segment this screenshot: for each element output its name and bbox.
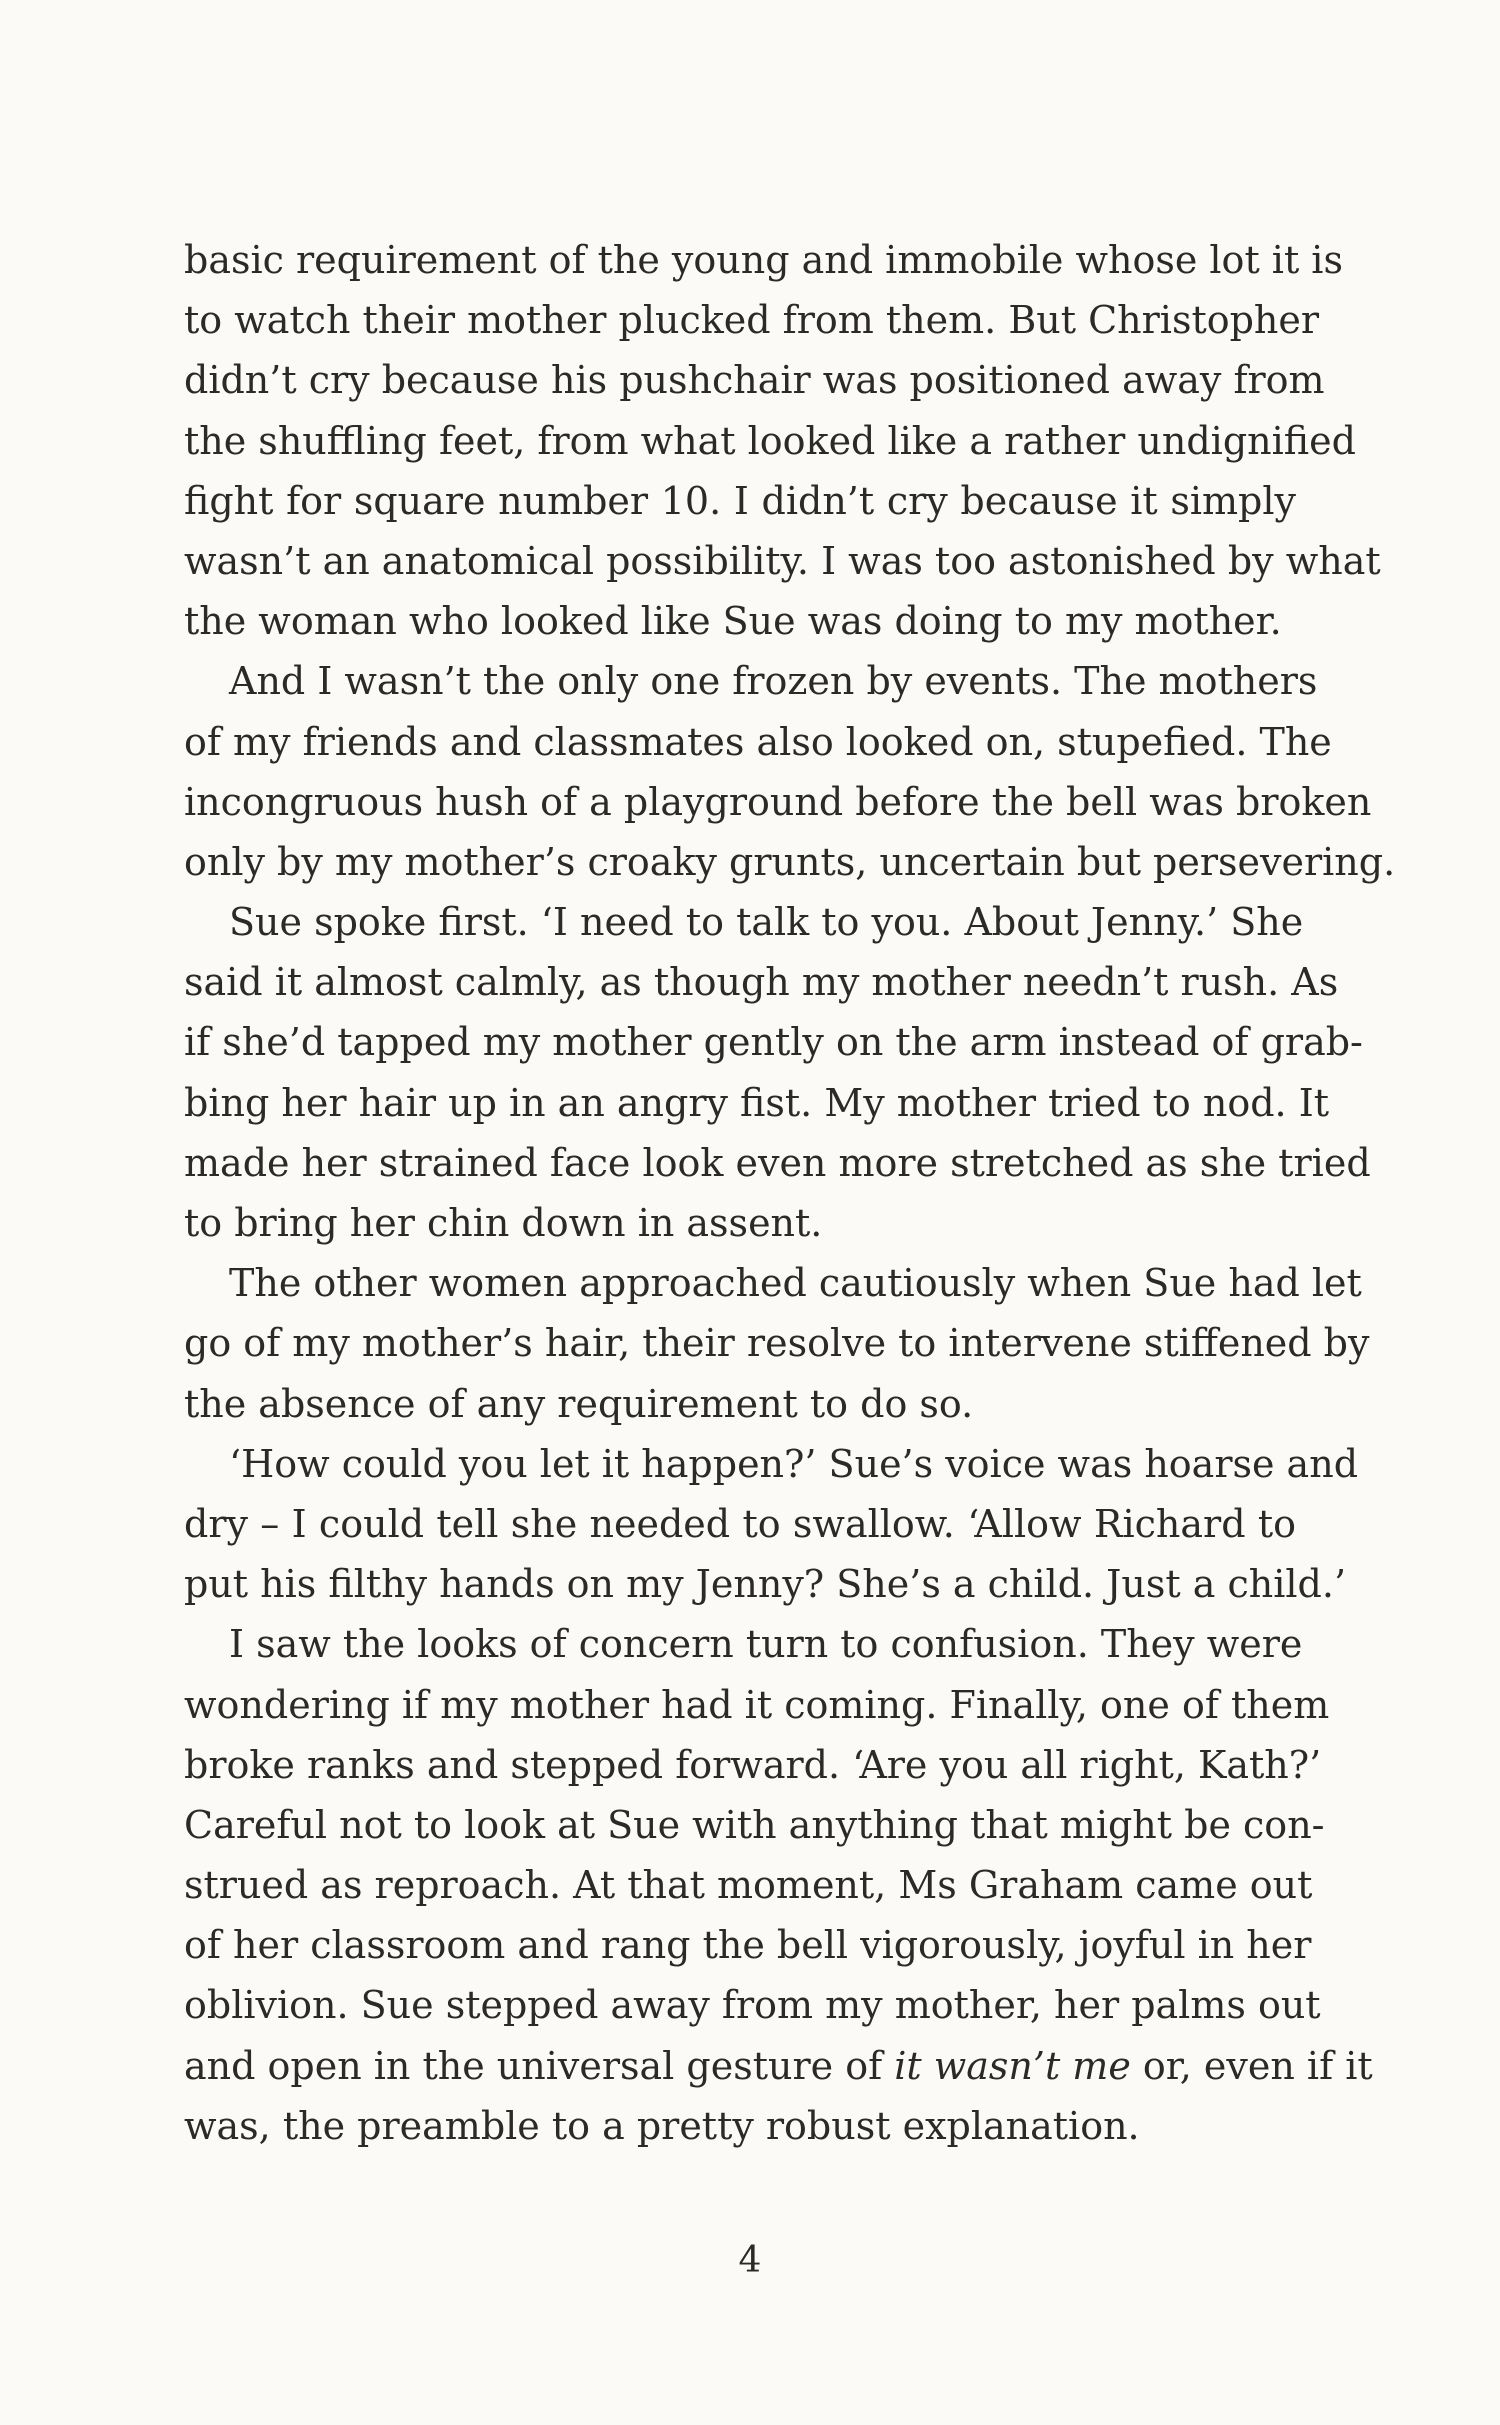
- text-line: strued as reproach. At that moment, Ms Graham came out: [184, 1863, 1313, 1908]
- text-line: the absence of any requirement to do so.: [184, 1381, 974, 1426]
- text-segment: and open in the universal gesture of: [184, 2043, 895, 2088]
- text-line: was, the preamble to a pretty robust explanation.: [184, 2103, 1140, 2148]
- text-line: only by my mother’s croaky grunts, uncertain but persevering.: [184, 839, 1396, 884]
- page-number: 4: [738, 2240, 762, 2281]
- text-line: to watch their mother plucked from them. But Christopher: [184, 298, 1320, 343]
- text-line: said it almost calmly, as though my mother needn’t rush. As: [184, 960, 1339, 1005]
- text-line: go of my mother’s hair, their resolve to intervene stiffened by: [184, 1321, 1370, 1366]
- paragraph-6: [184, 1614, 1373, 2156]
- text-line: Careful not to look at Sue with anything that might be con-: [184, 1802, 1325, 1847]
- text-line: oblivion. Sue stepped away from my mother, her palms out: [184, 1983, 1321, 2028]
- text-line: to bring her chin down in assent.: [184, 1201, 823, 1245]
- text-line: made her strained face look even more stretched as she tried: [184, 1140, 1371, 1185]
- text-line: I saw the looks of concern turn to confusion. They were: [229, 1622, 1303, 1667]
- text-line: The other women approached cautiously when Sue had let: [229, 1261, 1362, 1306]
- text-line: put his filthy hands on my Jenny? She’s a child. Just a child.’: [184, 1562, 1347, 1607]
- text-line: if she’d tapped my mother gently on the arm instead of grab-: [184, 1020, 1363, 1065]
- text-line: of my friends and classmates also looked on, stupefied. The: [184, 719, 1332, 764]
- text-segment: or, even if it: [1130, 2043, 1373, 2088]
- paragraph-4: [184, 1253, 1370, 1434]
- text-line: wasn’t an anatomical possibility. I was too astonished by what: [184, 538, 1381, 583]
- text-line: basic requirement of the young and immobile whose lot it is: [184, 238, 1343, 282]
- text-line: incongruous hush of a playground before the bell was broken: [184, 779, 1372, 824]
- text-line: ‘How could you let it happen?’ Sue’s voice was hoarse and: [229, 1441, 1359, 1486]
- text-line: the shuffling feet, from what looked like a rather undignified: [184, 418, 1356, 463]
- text-line: the woman who looked like Sue was doing to my mother.: [184, 599, 1282, 644]
- paragraph-5: [184, 1434, 1359, 1615]
- text-line: of her classroom and rang the bell vigorously, joyful in her: [184, 1923, 1312, 1968]
- text-line: And I wasn’t the only one frozen by events. The mothers: [229, 659, 1318, 704]
- paragraph-1: [184, 230, 1381, 651]
- text-line: dry – I could tell she needed to swallow. ‘Allow Richard to: [184, 1501, 1296, 1546]
- body-text: [184, 230, 1396, 2156]
- text-line: fight for square number 10. I didn’t cry because it simply: [184, 478, 1296, 523]
- paragraph-3: [184, 892, 1371, 1253]
- text-line: wondering if my mother had it coming. Finally, one of them: [184, 1682, 1330, 1727]
- text-line-with-emphasis: [184, 2036, 1373, 2096]
- text-line: didn’t cry because his pushchair was positioned away from: [184, 358, 1325, 403]
- italic-emphasis: it wasn’t me: [894, 2043, 1131, 2088]
- text-line: broke ranks and stepped forward. ‘Are you all right, Kath?’: [184, 1742, 1322, 1787]
- text-line: Sue spoke first. ‘I need to talk to you. About Jenny.’ She: [229, 900, 1304, 945]
- paragraph-2: [184, 651, 1396, 892]
- text-line: bing her hair up in an angry fist. My mother tried to nod. It: [184, 1080, 1329, 1125]
